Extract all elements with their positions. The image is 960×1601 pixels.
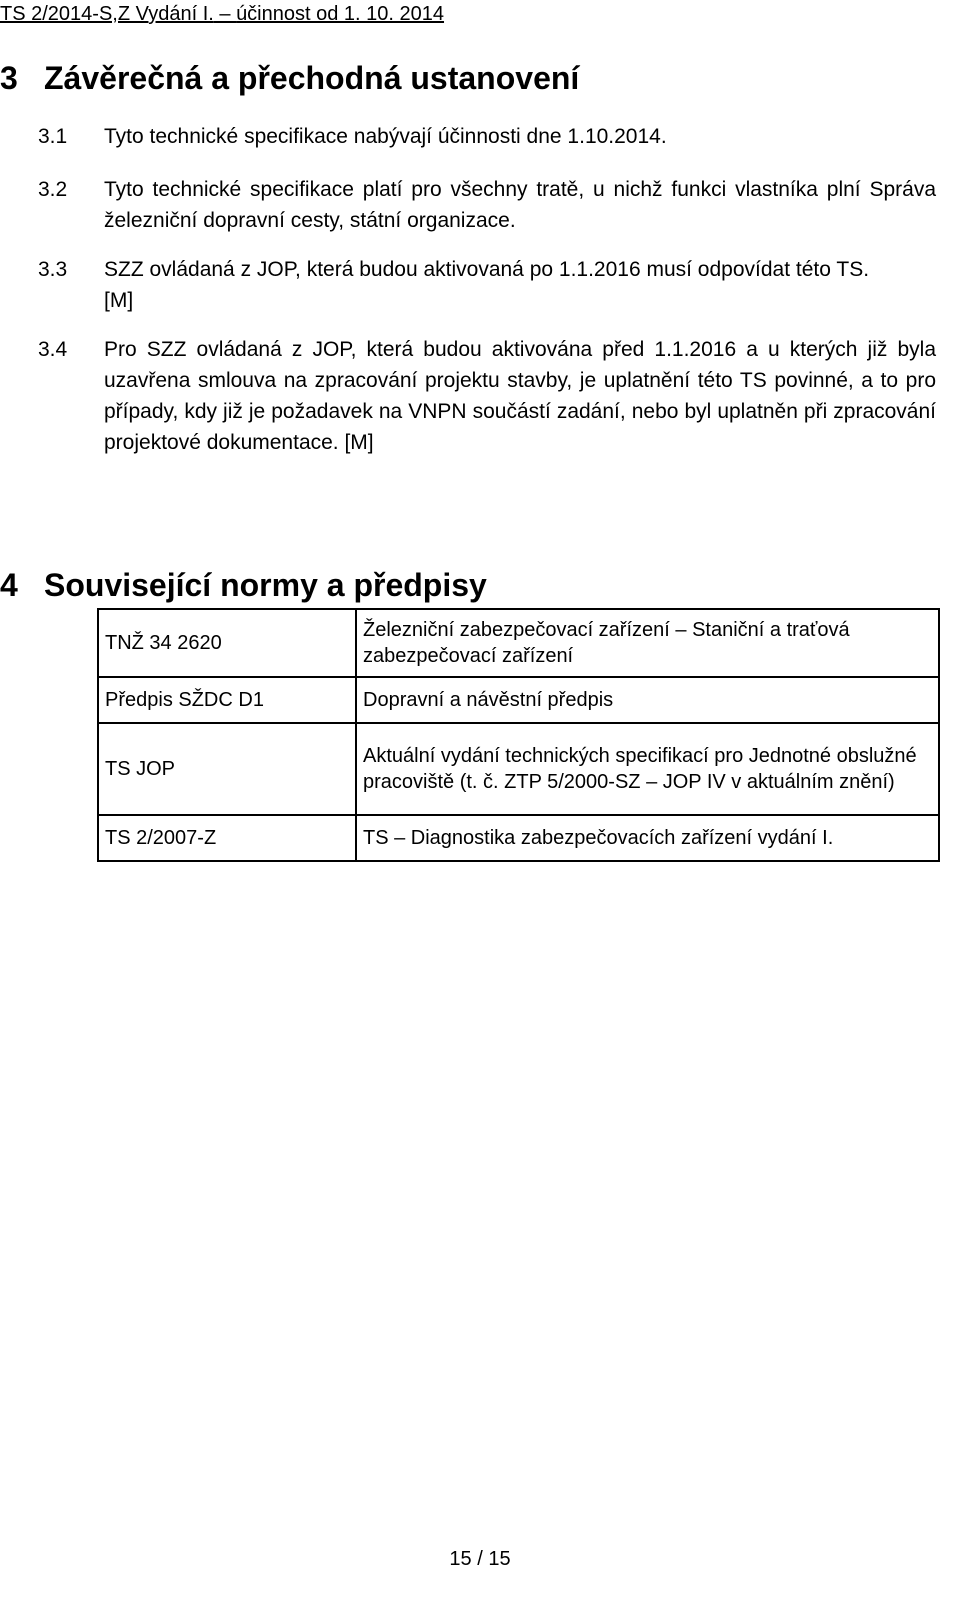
table-row [98,677,939,723]
clause-number: 3.4 [38,338,68,361]
norm-description: Železniční zabezpečovací zařízení – Staniční a traťová zabezpečovací zařízení [356,609,939,677]
clause-text: Pro SZZ ovládaná z JOP, která budou aktivována před 1.1.2016 a u kterých již byla uzavřena smlouva na zpracování projektu stavby, je uplatnění této TS povinné, a to pro případy, kdy již je požadavek na VNPN součástí zadání, nebo byl uplatněn při zpracování projektové dokumentace. [M] [104,338,936,454]
clause-3-2 [38,174,936,236]
section-3-number: 3 [0,60,18,96]
clause-3-3 [38,254,888,316]
norm-description: Aktuální vydání technických specifikací pro Jednotné obslužné pracoviště (t. č. ZTP 5/2000-SZ – JOP IV v aktuálním znění) [356,723,939,815]
section-3-title: Závěrečná a přechodná ustanovení [44,60,580,96]
clause-3-4 [38,334,936,458]
clause-text: Tyto technické specifikace nabývají účinnosti dne 1.10.2014. [104,125,667,148]
clause-text: Tyto technické specifikace platí pro všechny tratě, u nichž funkci vlastníka plní Správa železniční dopravní cesty, státní organizace. [104,178,936,232]
section-4-heading [0,565,487,605]
page-header [0,0,444,28]
header-separator: – [213,3,237,25]
norm-code: TS JOP [98,723,356,815]
header-effective-date: účinnost od 1. 10. 2014 [236,3,445,25]
table-row [98,723,939,815]
section-3-heading [0,58,579,98]
section-4-title: Související normy a předpisy [44,567,487,603]
norm-description: Dopravní a návěstní předpis [356,677,939,723]
clause-text: SZZ ovládaná z JOP, která budou aktivovaná po 1.1.2016 musí odpovídat této TS. [M] [104,258,870,312]
norms-table [97,608,940,862]
table-row [98,609,939,677]
section-4-number: 4 [0,567,18,603]
clause-number: 3.2 [38,178,68,201]
clause-number: 3.3 [38,258,68,281]
norm-description: TS – Diagnostika zabezpečovacích zařízení vydání I. [356,815,939,861]
norm-code: TS 2/2007-Z [98,815,356,861]
header-doc-id: TS 2/2014-S,Z Vydání I. [0,3,214,25]
clause-3-1 [38,121,936,152]
page-number: 15 / 15 [449,1548,511,1570]
clause-number: 3.1 [38,125,68,148]
table-row [98,815,939,861]
norm-code: TNŽ 34 2620 [98,609,356,677]
norm-code: Předpis SŽDC D1 [98,677,356,723]
